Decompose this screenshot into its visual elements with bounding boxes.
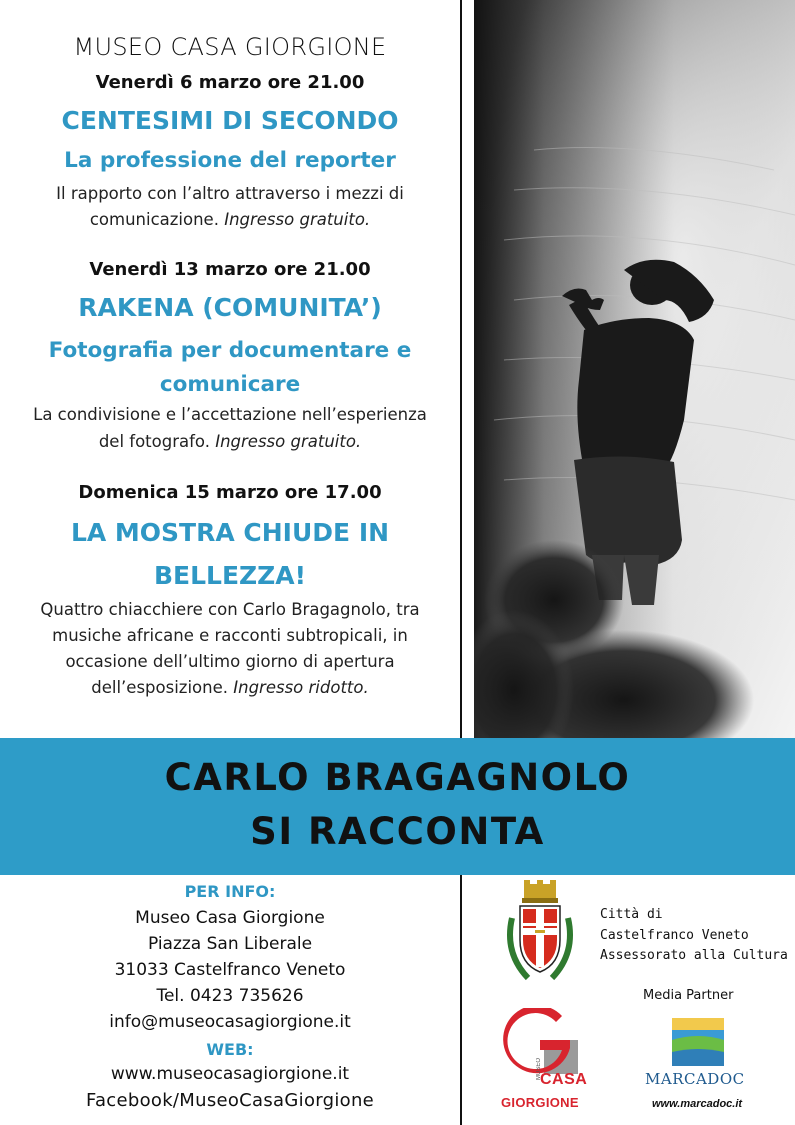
marcadoc-logo xyxy=(672,1018,724,1066)
event-description: musiche africane e racconti subtropicali, in xyxy=(52,626,408,645)
website-link[interactable]: www.museocasagiorgione.it xyxy=(110,1064,350,1084)
info-line: 31033 Castelfranco Veneto xyxy=(114,960,346,980)
event-description: La condivisione e l’accettazione nell’esperienza xyxy=(33,405,427,424)
marcadoc-name: MARCADOC xyxy=(645,1070,745,1088)
museum-logo-small-text: MUSEO xyxy=(536,1058,542,1081)
museum-header: MUSEO CASA GIORGIONE xyxy=(73,33,387,61)
info-phone: Tel. 0423 735626 xyxy=(156,986,304,1006)
info-line: Museo Casa Giorgione xyxy=(135,908,325,928)
web-heading: WEB: xyxy=(206,1040,254,1059)
event-entry-note: Ingresso ridotto. xyxy=(233,678,369,697)
event-title: RAKENA (COMUNITA’) xyxy=(78,293,382,322)
city-name-line: Castelfranco Veneto xyxy=(600,928,749,943)
event-date: Venerdì 6 marzo ore 21.00 xyxy=(95,72,365,93)
city-department-line: Assessorato alla Cultura xyxy=(600,948,788,963)
media-partner-label: Media Partner xyxy=(643,988,734,1003)
events-column xyxy=(0,0,460,738)
photographer-photo xyxy=(474,0,795,738)
event-title: CENTESIMI DI SECONDO xyxy=(61,106,399,135)
marcadoc-url[interactable]: www.marcadoc.it xyxy=(652,1098,743,1110)
event-description: del fotografo. Ingresso gratuito. xyxy=(98,432,362,451)
info-email[interactable]: info@museocasagiorgione.it xyxy=(109,1012,351,1032)
museum-logo-giorgione: GIORGIONE xyxy=(501,1095,579,1110)
event-subtitle: comunicare xyxy=(159,372,301,397)
event-description: Il rapporto con l’altro attraverso i mezzi di xyxy=(56,184,404,203)
title-banner xyxy=(0,738,795,875)
event-entry-note: Ingresso gratuito. xyxy=(224,210,371,229)
event-description: Quattro chiacchiere con Carlo Bragagnolo, tra xyxy=(40,600,420,619)
city-coat-of-arms-logo xyxy=(500,878,580,988)
event-description: dell’esposizione. Ingresso ridotto. xyxy=(91,678,369,697)
bottom-divider-line xyxy=(460,875,462,1125)
info-heading: PER INFO: xyxy=(184,882,276,901)
event-subtitle: La professione del reporter xyxy=(64,148,396,173)
event-subtitle: Fotografia per documentare e xyxy=(48,338,412,363)
banner-line-name: CARLO BRAGAGNOLO xyxy=(164,756,631,799)
event-title: LA MOSTRA CHIUDE IN xyxy=(70,518,390,547)
top-divider-line xyxy=(460,0,462,738)
event-description: occasione dell’ultimo giorno di apertura xyxy=(65,652,395,671)
museum-logo-casa: CASA xyxy=(540,1071,588,1088)
event-description: comunicazione. Ingresso gratuito. xyxy=(89,210,371,229)
banner-line-subtitle: SI RACCONTA xyxy=(250,810,545,853)
photo-image xyxy=(474,0,795,738)
event-date: Domenica 15 marzo ore 17.00 xyxy=(78,482,382,503)
event-date: Venerdì 13 marzo ore 21.00 xyxy=(89,259,371,280)
event-entry-note: Ingresso gratuito. xyxy=(215,432,362,451)
event-title: BELLEZZA! xyxy=(153,561,307,590)
info-line: Piazza San Liberale xyxy=(147,934,313,954)
city-name-line: Città di xyxy=(600,907,663,922)
facebook-link[interactable]: Facebook/MuseoCasaGiorgione xyxy=(85,1090,375,1111)
